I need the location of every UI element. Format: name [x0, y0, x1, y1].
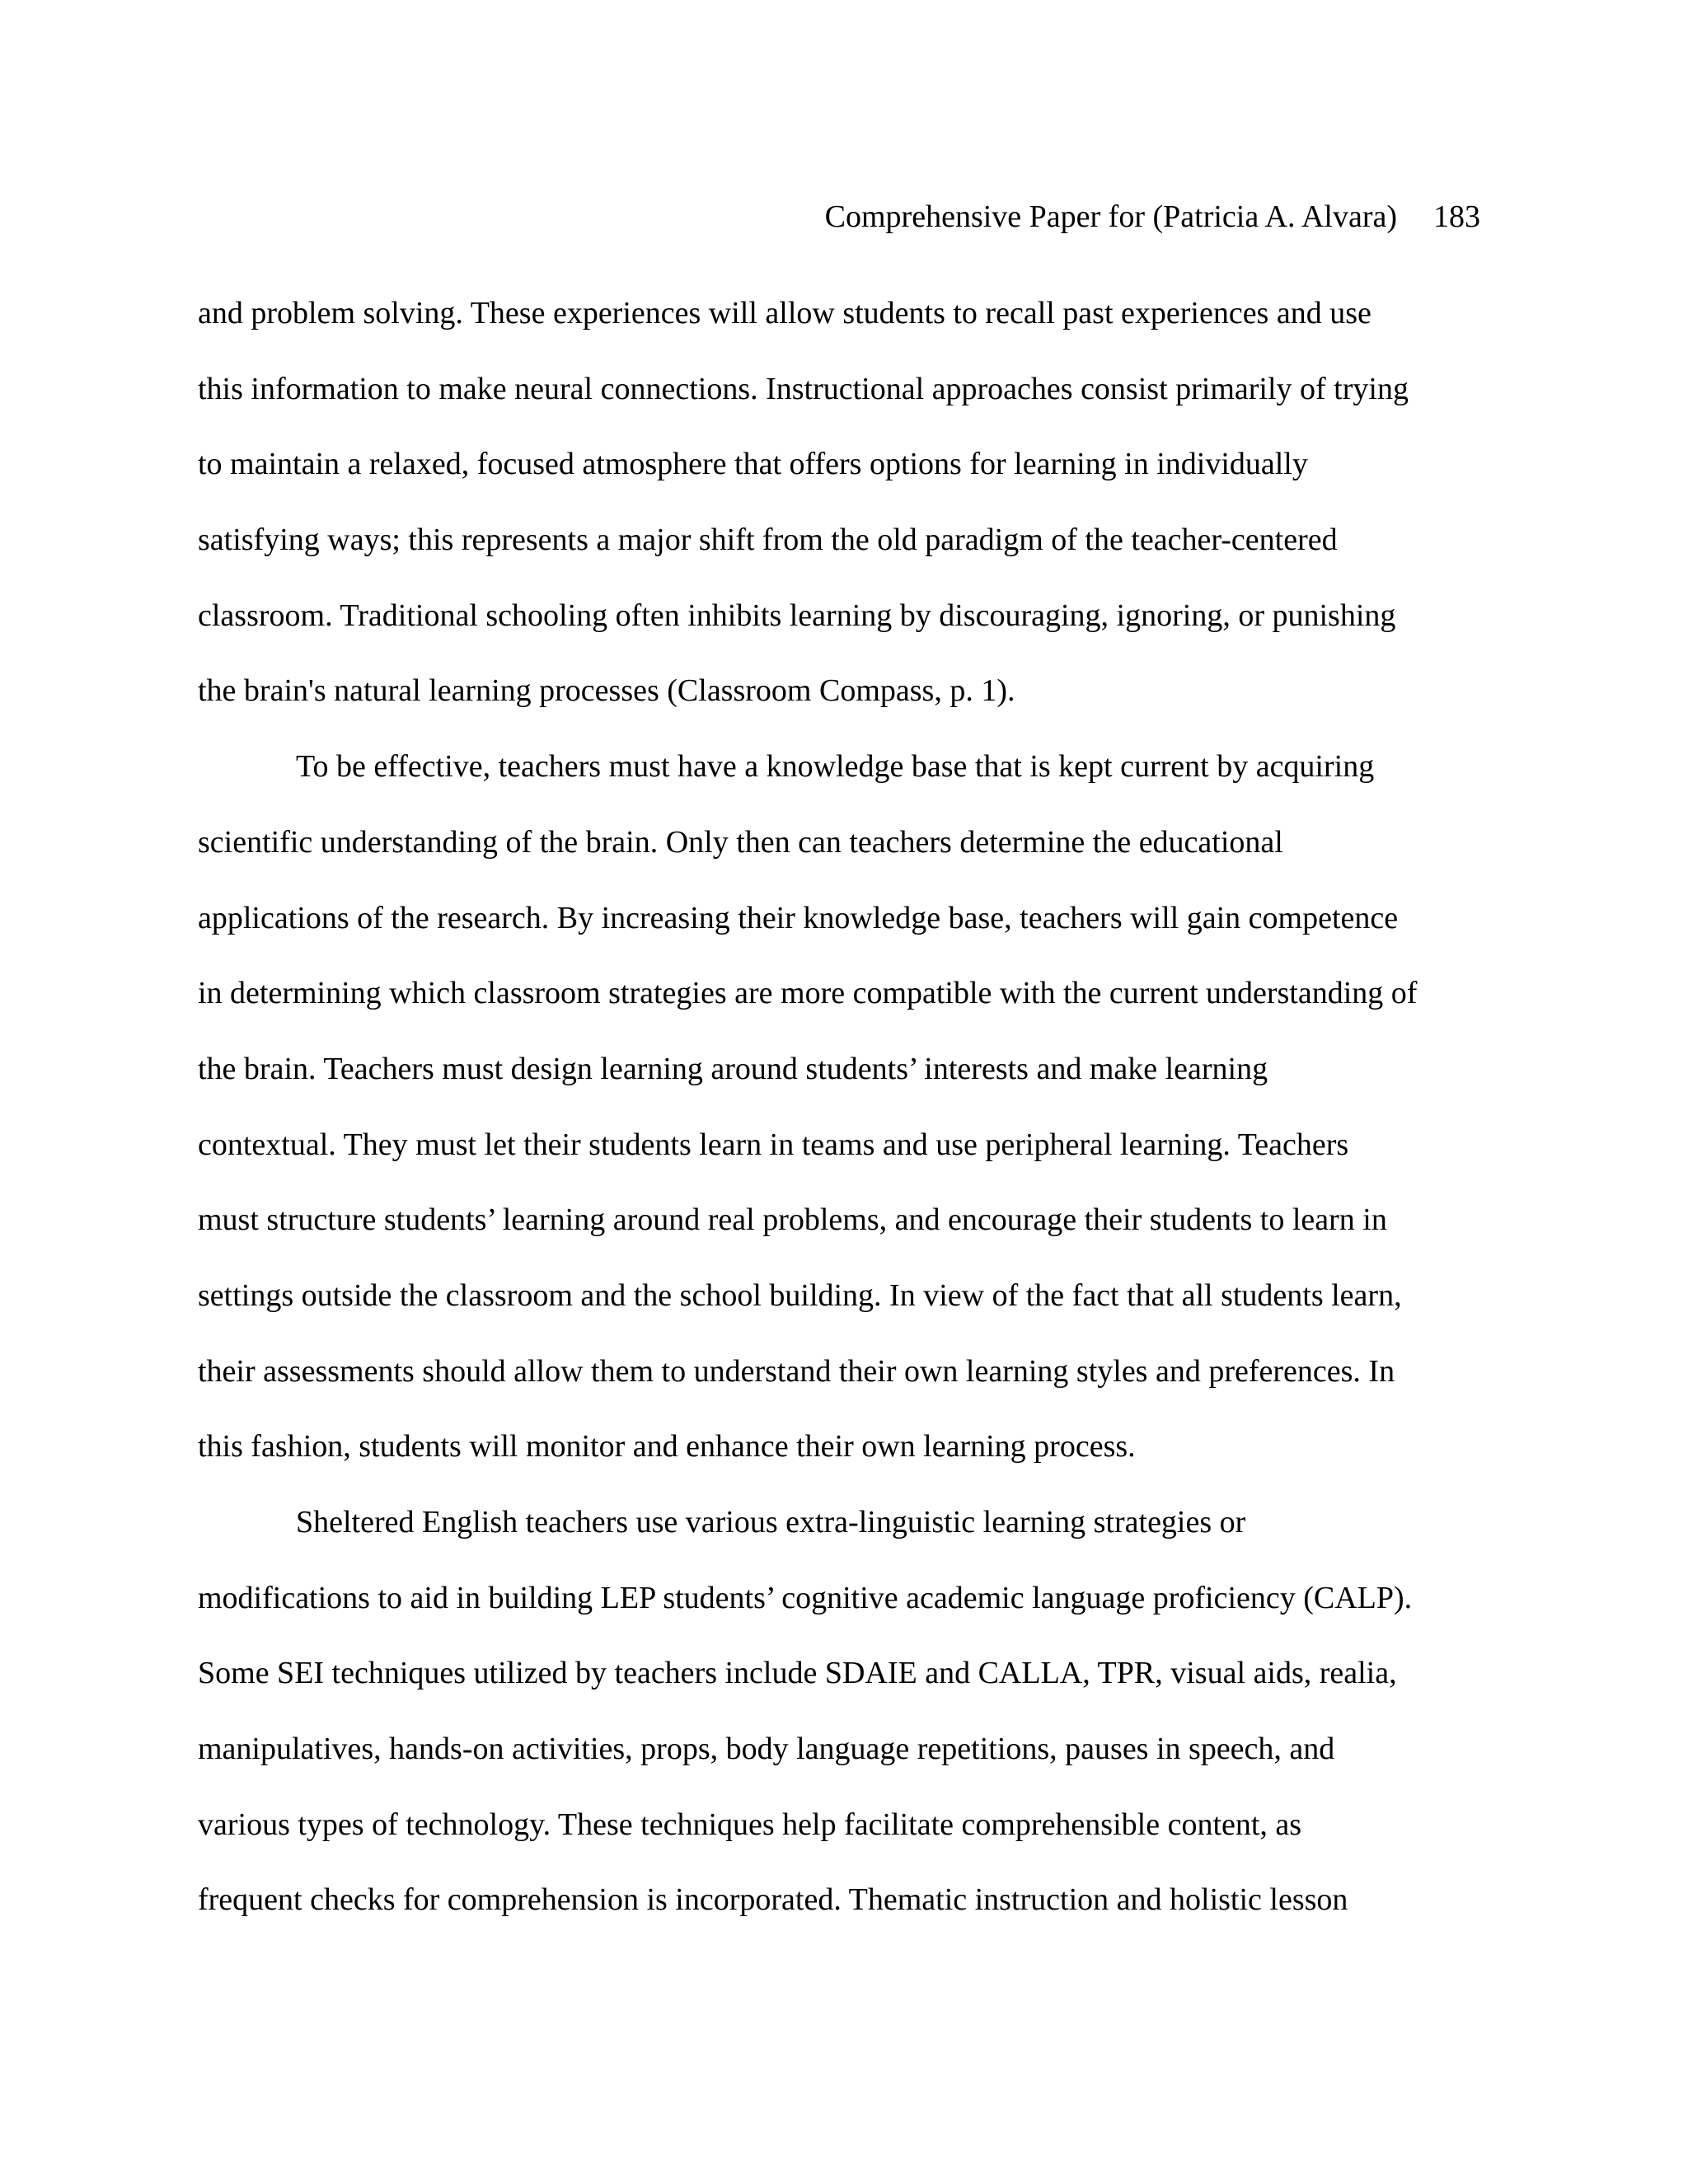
page-number: 183 [1433, 199, 1480, 234]
text-line: Some SEI techniques utilized by teachers include SDAIE and CALLA, TPR, visual aids, realia, [198, 1656, 1397, 1691]
text-line: this information to make neural connections. Instructional approaches consist primarily of trying [198, 371, 1409, 406]
text-line: contextual. They must let their students learn in teams and use peripheral learning. Teachers [198, 1127, 1349, 1162]
text-line: classroom. Traditional schooling often inhibits learning by discouraging, ignoring, or punishing [198, 598, 1396, 633]
text-line: to maintain a relaxed, focused atmosphere that offers options for learning in individually [198, 447, 1308, 482]
text-line: in determining which classroom strategies are more compatible with the current understanding of [198, 976, 1418, 1011]
text-line: modifications to aid in building LEP students’ cognitive academic language proficiency (CALP). [198, 1580, 1413, 1615]
text-line: the brain's natural learning processes (Classroom Compass, p. 1). [198, 673, 1015, 709]
text-line: this fashion, students will monitor and enhance their own learning process. [198, 1429, 1136, 1465]
text-line: and problem solving. These experiences will allow students to recall past experiences and use [198, 296, 1372, 330]
text-line: the brain. Teachers must design learning around students’ interests and make learning [198, 1051, 1268, 1086]
text-line: must structure students’ learning around real problems, and encourage their students to learn in [198, 1202, 1387, 1238]
text-line: applications of the research. By increasing their knowledge base, teachers will gain competence [198, 900, 1399, 935]
text-line: scientific understanding of the brain. Only then can teachers determine the educational [198, 824, 1283, 860]
text-line: satisfying ways; this represents a major shift from the old paradigm of the teacher-centered [198, 523, 1338, 558]
text-line: settings outside the classroom and the school building. In view of the fact that all students learn, [198, 1277, 1402, 1313]
text-line: various types of technology. These techniques help facilitate comprehensible content, as [198, 1807, 1302, 1842]
text-line: their assessments should allow them to understand their own learning styles and preferences. In [198, 1353, 1395, 1389]
text-line: frequent checks for comprehension is incorporated. Thematic instruction and holistic lesson [198, 1882, 1348, 1918]
running-head-title: Comprehensive Paper for (Patricia A. Alvara) [824, 199, 1397, 234]
text-line: manipulatives, hands-on activities, props, body language repetitions, pauses in speech, and [198, 1732, 1335, 1767]
running-head [198, 196, 1480, 237]
paragraph-start-line: To be effective, teachers must have a knowledge base that is kept current by acquiring [296, 749, 1375, 785]
paragraph-start-line: Sheltered English teachers use various extra-linguistic learning strategies or [296, 1505, 1246, 1540]
body-text [198, 293, 1480, 1955]
